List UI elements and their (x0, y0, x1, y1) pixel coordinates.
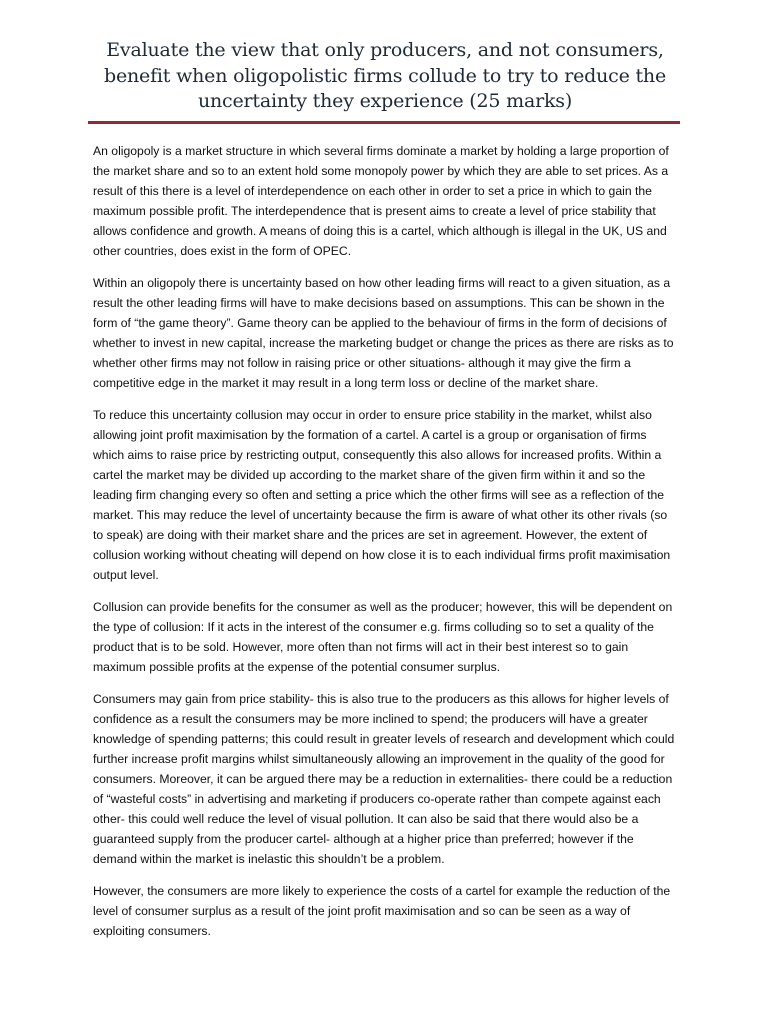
title-divider (88, 121, 680, 124)
paragraph-3: To reduce this uncertainty collusion may occur in order to ensure price stability in the market, whilst also allowing joint profit maximisation by the formation of a cartel. A cartel is a group or organisation of firms which aims to raise price by restricting output, consequently this also allows for increased profits. Within a cartel the market may be divided up according to the market share of the given firm within it and so the leading firm changing every so often and setting a price which the other firms will see as a reflection of the market. This may reduce the level of uncertainty because the firm is aware of what other its other rivals (so to speak) are doing with their market share and the prices are set in agreement. However, the extent of collusion working without cheating will depend on how close it is to each individual firms profit maximisation output level. (93, 408, 671, 582)
paragraph-1: An oligopoly is a market structure in which several firms dominate a market by holding a large proportion of the market share and so to an extent hold some monopoly power by which they are able to set prices. As a result of this there is a level of interdependence on each other in order to set a price in which to gain the maximum possible profit. The interdependence that is present aims to create a level of price stability that allows confidence and growth. A means of doing this is a cartel, which although is illegal in the UK, US and other countries, does exist in the form of OPEC. (93, 144, 669, 258)
paragraph-5: Consumers may gain from price stability- this is also true to the producers as this allows for higher levels of confidence as a result the consumers may be more inclined to spend; the producers will have a greater knowledge of spending patterns; this could result in greater levels of research and development which could further increase profit margins whilst simultaneously allowing an improvement in the quality of the good for consumers. Moreover, it can be argued there may be a reduction in externalities- there could be a reduction of “wasteful costs” in advertising and marketing if producers co-operate rather than compete against each other- this could well reduce the level of visual pollution. It can also be said that there would also be a guaranteed supply from the producer cartel- although at a higher price than preferred; however if the demand within the market is inelastic this shouldn’t be a problem. (93, 692, 675, 866)
essay-title: Evaluate the view that only producers, and not consumers, benefit when oligopolistic firms collude to try to reduce the uncertainty they experience (25 marks) (104, 39, 666, 112)
paragraph-4: Collusion can provide benefits for the consumer as well as the producer; however, this will be dependent on the type of collusion: If it acts in the interest of the consumer e.g. firms colluding so to set a quality of the product that is to be sold. However, more often than not firms will act in their best interest so to gain maximum possible profits at the expense of the potential consumer surplus. (93, 600, 673, 674)
essay-body (93, 141, 678, 953)
paragraph-2: Within an oligopoly there is uncertainty based on how other leading firms will react to a given situation, as a result the other leading firms will have to make decisions based on assumptions. This can be shown in the form of “the game theory”. Game theory can be applied to the behaviour of firms in the form of decisions of whether to invest in new capital, increase the marketing budget or change the prices as there are risks as to whether other firms may not follow in raising price or other situations- although it may give the firm a competitive edge in the market it may result in a long term loss or decline of the market share. (93, 276, 674, 390)
paragraph-6: However, the consumers are more likely to experience the costs of a cartel for example the reduction of the level of consumer surplus as a result of the joint profit maximisation and so can be seen as a way of exploiting consumers. (93, 884, 671, 938)
